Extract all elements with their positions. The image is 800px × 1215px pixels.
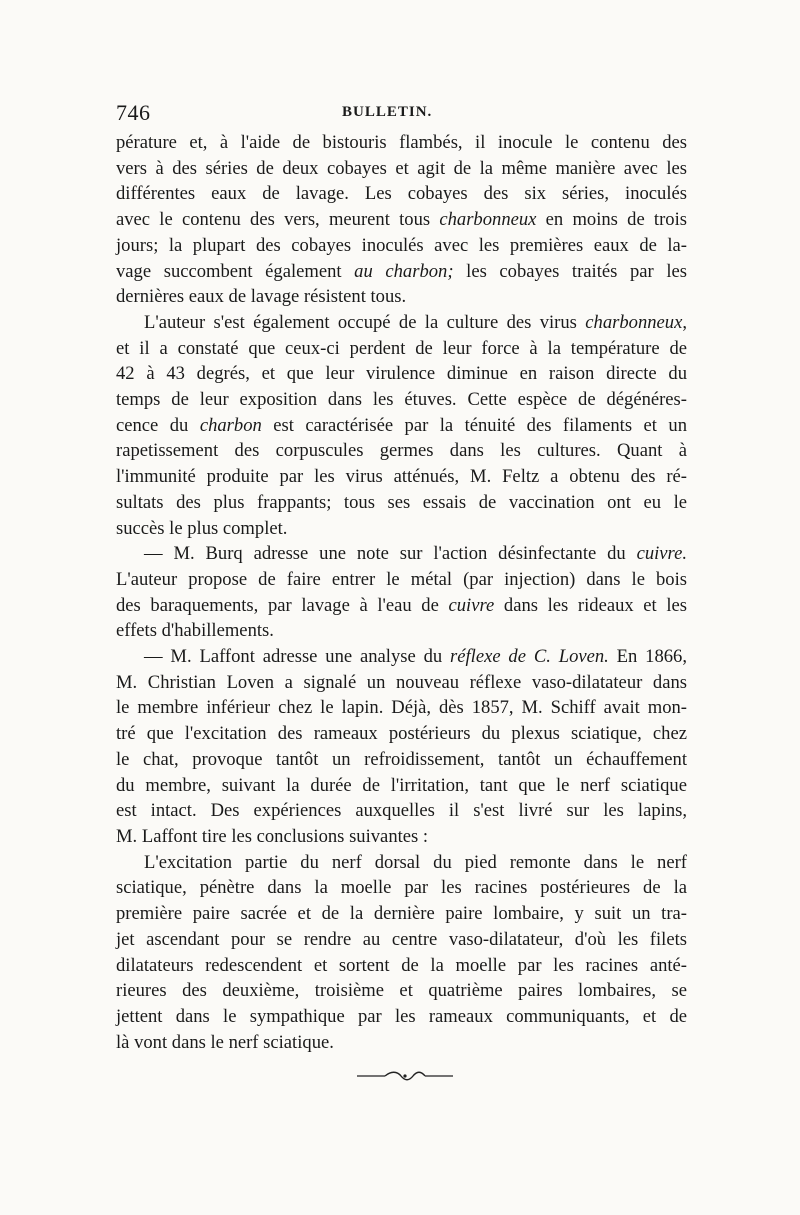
text-line: différentes eaux de lavage. Les cobayes des six séries, inoculés (116, 183, 687, 205)
text-line: vage succombent également au charbon; les cobayes traités par les (116, 260, 687, 282)
text-line: cence du charbon est caractérisée par la ténuité des filaments et un (116, 414, 687, 436)
text-line: L'auteur propose de faire entrer le métal (par injection) dans le bois (116, 568, 687, 590)
text-line: jours; la plupart des cobayes inoculés avec les premières eaux de la- (116, 234, 687, 256)
text-line: et il a constaté que ceux-ci perdent de leur force à la température de (116, 337, 687, 359)
text-line: là vont dans le nerf sciatique. (116, 1031, 334, 1053)
text-line: M. Laffont tire les conclusions suivantes : (116, 825, 429, 847)
text-line: rapetissement des corpuscules germes dans les cultures. Quant à (116, 440, 687, 462)
text-line: M. Christian Loven a signalé un nouveau réflexe vaso-dilatateur dans (116, 671, 687, 693)
body-text (116, 130, 687, 1055)
page-number: 746 (116, 100, 151, 125)
text-line: succès le plus complet. (116, 517, 288, 539)
text-line: dilatateurs redescendent et sortent de la moelle par les racines anté- (116, 954, 687, 976)
text-line: 42 à 43 degrés, et que leur virulence diminue en raison directe du (116, 363, 687, 385)
text-line: le chat, provoque tantôt un refroidissement, tantôt un échauffement (116, 748, 687, 770)
text-line: du membre, suivant la durée de l'irritation, tant que le nerf sciatique (116, 774, 687, 796)
text-line: effets d'habillements. (116, 620, 274, 642)
text-line: pérature et, à l'aide de bistouris flambés, il inocule le contenu des (116, 132, 687, 153)
text-line: rieures des deuxième, troisième et quatrième paires lombaires, se (116, 980, 687, 1002)
text-line: L'excitation partie du nerf dorsal du pied remonte dans le nerf (144, 851, 687, 873)
text-line: sciatique, pénètre dans la moelle par les racines postérieures de la (116, 877, 687, 899)
page-header (116, 100, 687, 126)
text-line: l'immunité produite par les virus atténués, M. Feltz a obtenu des ré- (116, 466, 687, 488)
text-line: vers à des séries de deux cobayes et agit de la même manière avec les (116, 157, 687, 179)
text-line: jet ascendant pour se rendre au centre vaso-dilatateur, d'où les filets (116, 928, 687, 950)
text-line: dernières eaux de lavage résistent tous. (116, 286, 407, 308)
running-head: BULLETIN. (342, 104, 433, 120)
text-line: première paire sacrée et de la dernière paire lombaire, y suit un tra- (116, 903, 687, 925)
text-line: — M. Burq adresse une note sur l'action désinfectante du cuivre. (144, 543, 687, 565)
text-line: sultats des plus frappants; tous ses essais de vaccination ont eu le (116, 491, 687, 513)
text-line: le membre inférieur chez le lapin. Déjà, dès 1857, M. Schiff avait mon- (116, 697, 687, 719)
text-line: tré que l'excitation des rameaux postérieurs du plexus sciatique, chez (116, 723, 687, 745)
text-line: jettent dans le sympathique par les rameaux communiquants, et de (116, 1005, 687, 1027)
text-line: — M. Laffont adresse une analyse du réflexe de C. Loven. En 1866, (144, 646, 687, 668)
text-line: L'auteur s'est également occupé de la culture des virus charbonneux, (144, 311, 687, 333)
text-line: est intact. Des expériences auxquelles il s'est livré sur les lapins, (116, 800, 687, 822)
text-line: temps de leur exposition dans les étuves. Cette espèce de dégénéres- (116, 389, 687, 411)
end-ornament (355, 1070, 455, 1082)
text-line: avec le contenu des vers, meurent tous charbonneux en moins de trois (116, 209, 687, 231)
text-line: des baraquements, par lavage à l'eau de cuivre dans les rideaux et les (116, 594, 688, 616)
